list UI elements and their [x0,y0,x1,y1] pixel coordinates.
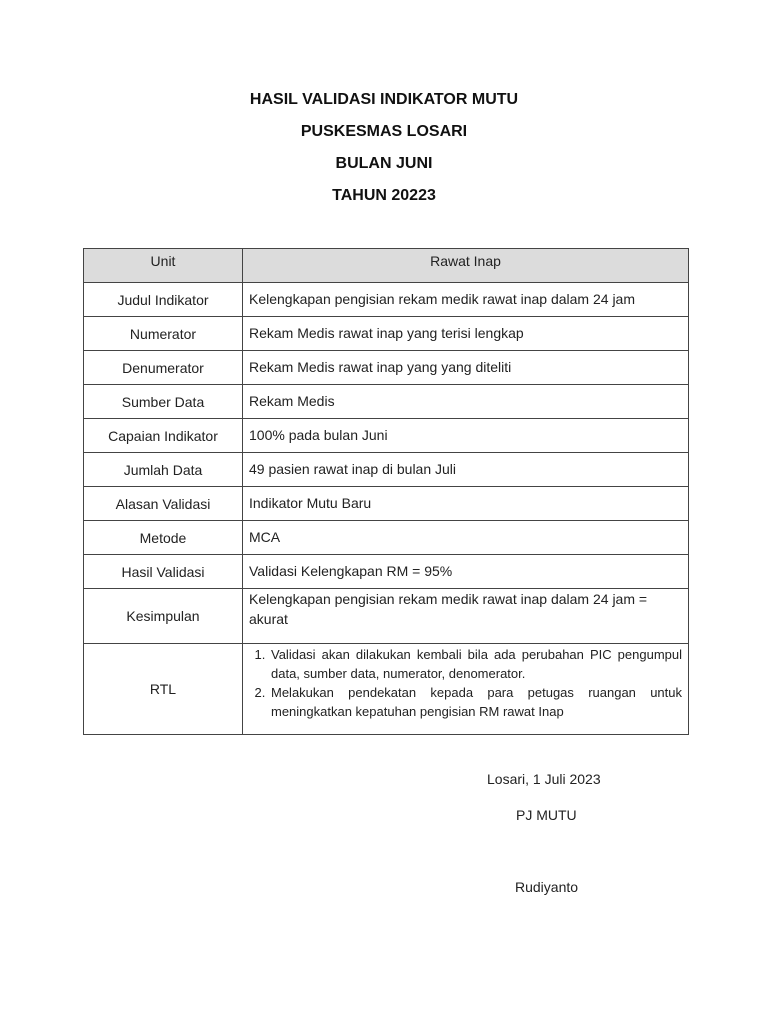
row-label: Jumlah Data [84,453,243,487]
rtl-list [249,645,682,721]
table-row [84,283,689,317]
table-row [84,555,689,589]
table-row [84,419,689,453]
place-date: Losari, 1 Juli 2023 [487,771,601,787]
table-row [84,351,689,385]
row-value: Rekam Medis rawat inap yang yang diteliti [243,351,689,385]
table-row [84,453,689,487]
title-line-2: PUSKESMAS LOSARI [300,123,468,140]
row-value: Kelengkapan pengisian rekam medik rawat inap dalam 24 jam = akurat [243,589,689,644]
row-label: Judul Indikator [84,283,243,317]
row-label: Unit [84,249,243,283]
rtl-item: 2. Melakukan pendekatan kepada para petugas ruangan untuk meningkatkan kepatuhan pengisian RM rawat Inap [269,683,682,721]
signature-name: Rudiyanto [515,879,579,895]
table-row [84,487,689,521]
title-line-4: TAHUN 20223 [332,187,436,204]
table-row [84,385,689,419]
row-value: 49 pasien rawat inap di bulan Juli [243,453,689,487]
row-value: MCA [243,521,689,555]
row-value: Rawat Inap [243,249,689,283]
row-label: Hasil Validasi [84,555,243,589]
row-value: 100% pada bulan Juni [243,419,689,453]
row-value: Validasi Kelengkapan RM = 95% [243,555,689,589]
row-label: Metode [84,521,243,555]
title-line-1: HASIL VALIDASI INDIKATOR MUTU [249,91,519,108]
table-header-row [84,249,689,283]
table-row-rtl [84,644,689,735]
row-label: Sumber Data [84,385,243,419]
row-value: Rekam Medis rawat inap yang terisi lengkap [243,317,689,351]
document-title [0,92,768,220]
row-value: Rekam Medis [243,385,689,419]
row-value: Kelengkapan pengisian rekam medik rawat inap dalam 24 jam [243,283,689,317]
title-line-3: BULAN JUNI [335,155,433,172]
validation-table [83,248,689,735]
table-row [84,521,689,555]
table-row [84,317,689,351]
row-label: Capaian Indikator [84,419,243,453]
rtl-list-cell [243,644,689,735]
row-label: Kesimpulan [84,589,243,644]
row-label: Alasan Validasi [84,487,243,521]
row-label: RTL [84,644,243,735]
table-row [84,589,689,644]
row-label: Numerator [84,317,243,351]
row-label: Denumerator [84,351,243,385]
rtl-item: 1. Validasi akan dilakukan kembali bila ada perubahan PIC pengumpul data, sumber data, numerator, denomerator. [269,645,682,683]
signature-role: PJ MUTU [516,807,577,823]
row-value: Indikator Mutu Baru [243,487,689,521]
